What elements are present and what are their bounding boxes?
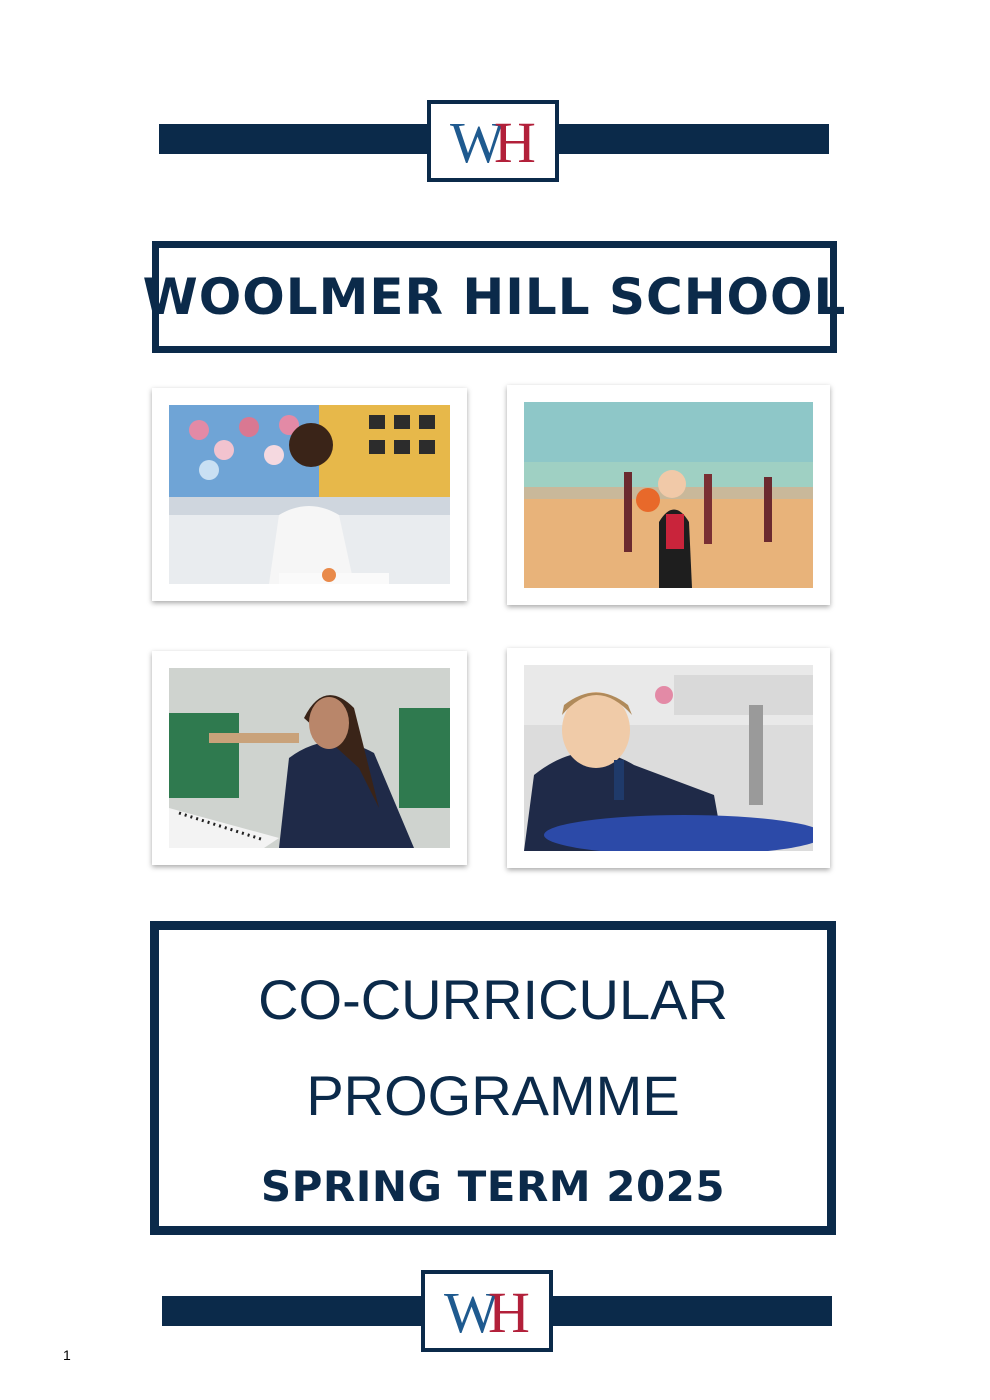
page-number: 1 (63, 1347, 71, 1363)
photo-student-netball-icon (524, 402, 813, 588)
header-bar-left (159, 124, 431, 154)
svg-text:W: W (444, 1280, 499, 1344)
svg-text:W: W (450, 110, 505, 174)
footer-bar-right (550, 1296, 832, 1326)
photo-cooking (152, 388, 467, 601)
school-crest-logo-icon (438, 108, 548, 174)
school-title: WOOLMER HILL SCHOOL (142, 268, 847, 326)
photo-student-cooking-icon (169, 405, 450, 584)
footer-bar-left (162, 1296, 426, 1326)
photo-design (507, 648, 830, 868)
photo-netball (507, 385, 830, 605)
svg-text:H: H (494, 110, 536, 174)
header-logo (427, 100, 559, 182)
photo-student-design-technology-icon (524, 665, 813, 851)
footer-logo (421, 1270, 553, 1352)
photo-piano (152, 651, 467, 865)
programme-title-line2: PROGRAMME (306, 1064, 680, 1127)
programme-box (150, 921, 836, 1235)
svg-text:H: H (488, 1280, 530, 1344)
programme-term: SPRING TERM 2025 (260, 1162, 726, 1211)
photo-student-piano-icon (169, 668, 450, 848)
school-crest-logo-icon (432, 1278, 542, 1344)
programme-title-line1: CO-CURRICULAR (258, 968, 728, 1031)
header-bar-right (557, 124, 829, 154)
school-title-box (142, 241, 847, 353)
